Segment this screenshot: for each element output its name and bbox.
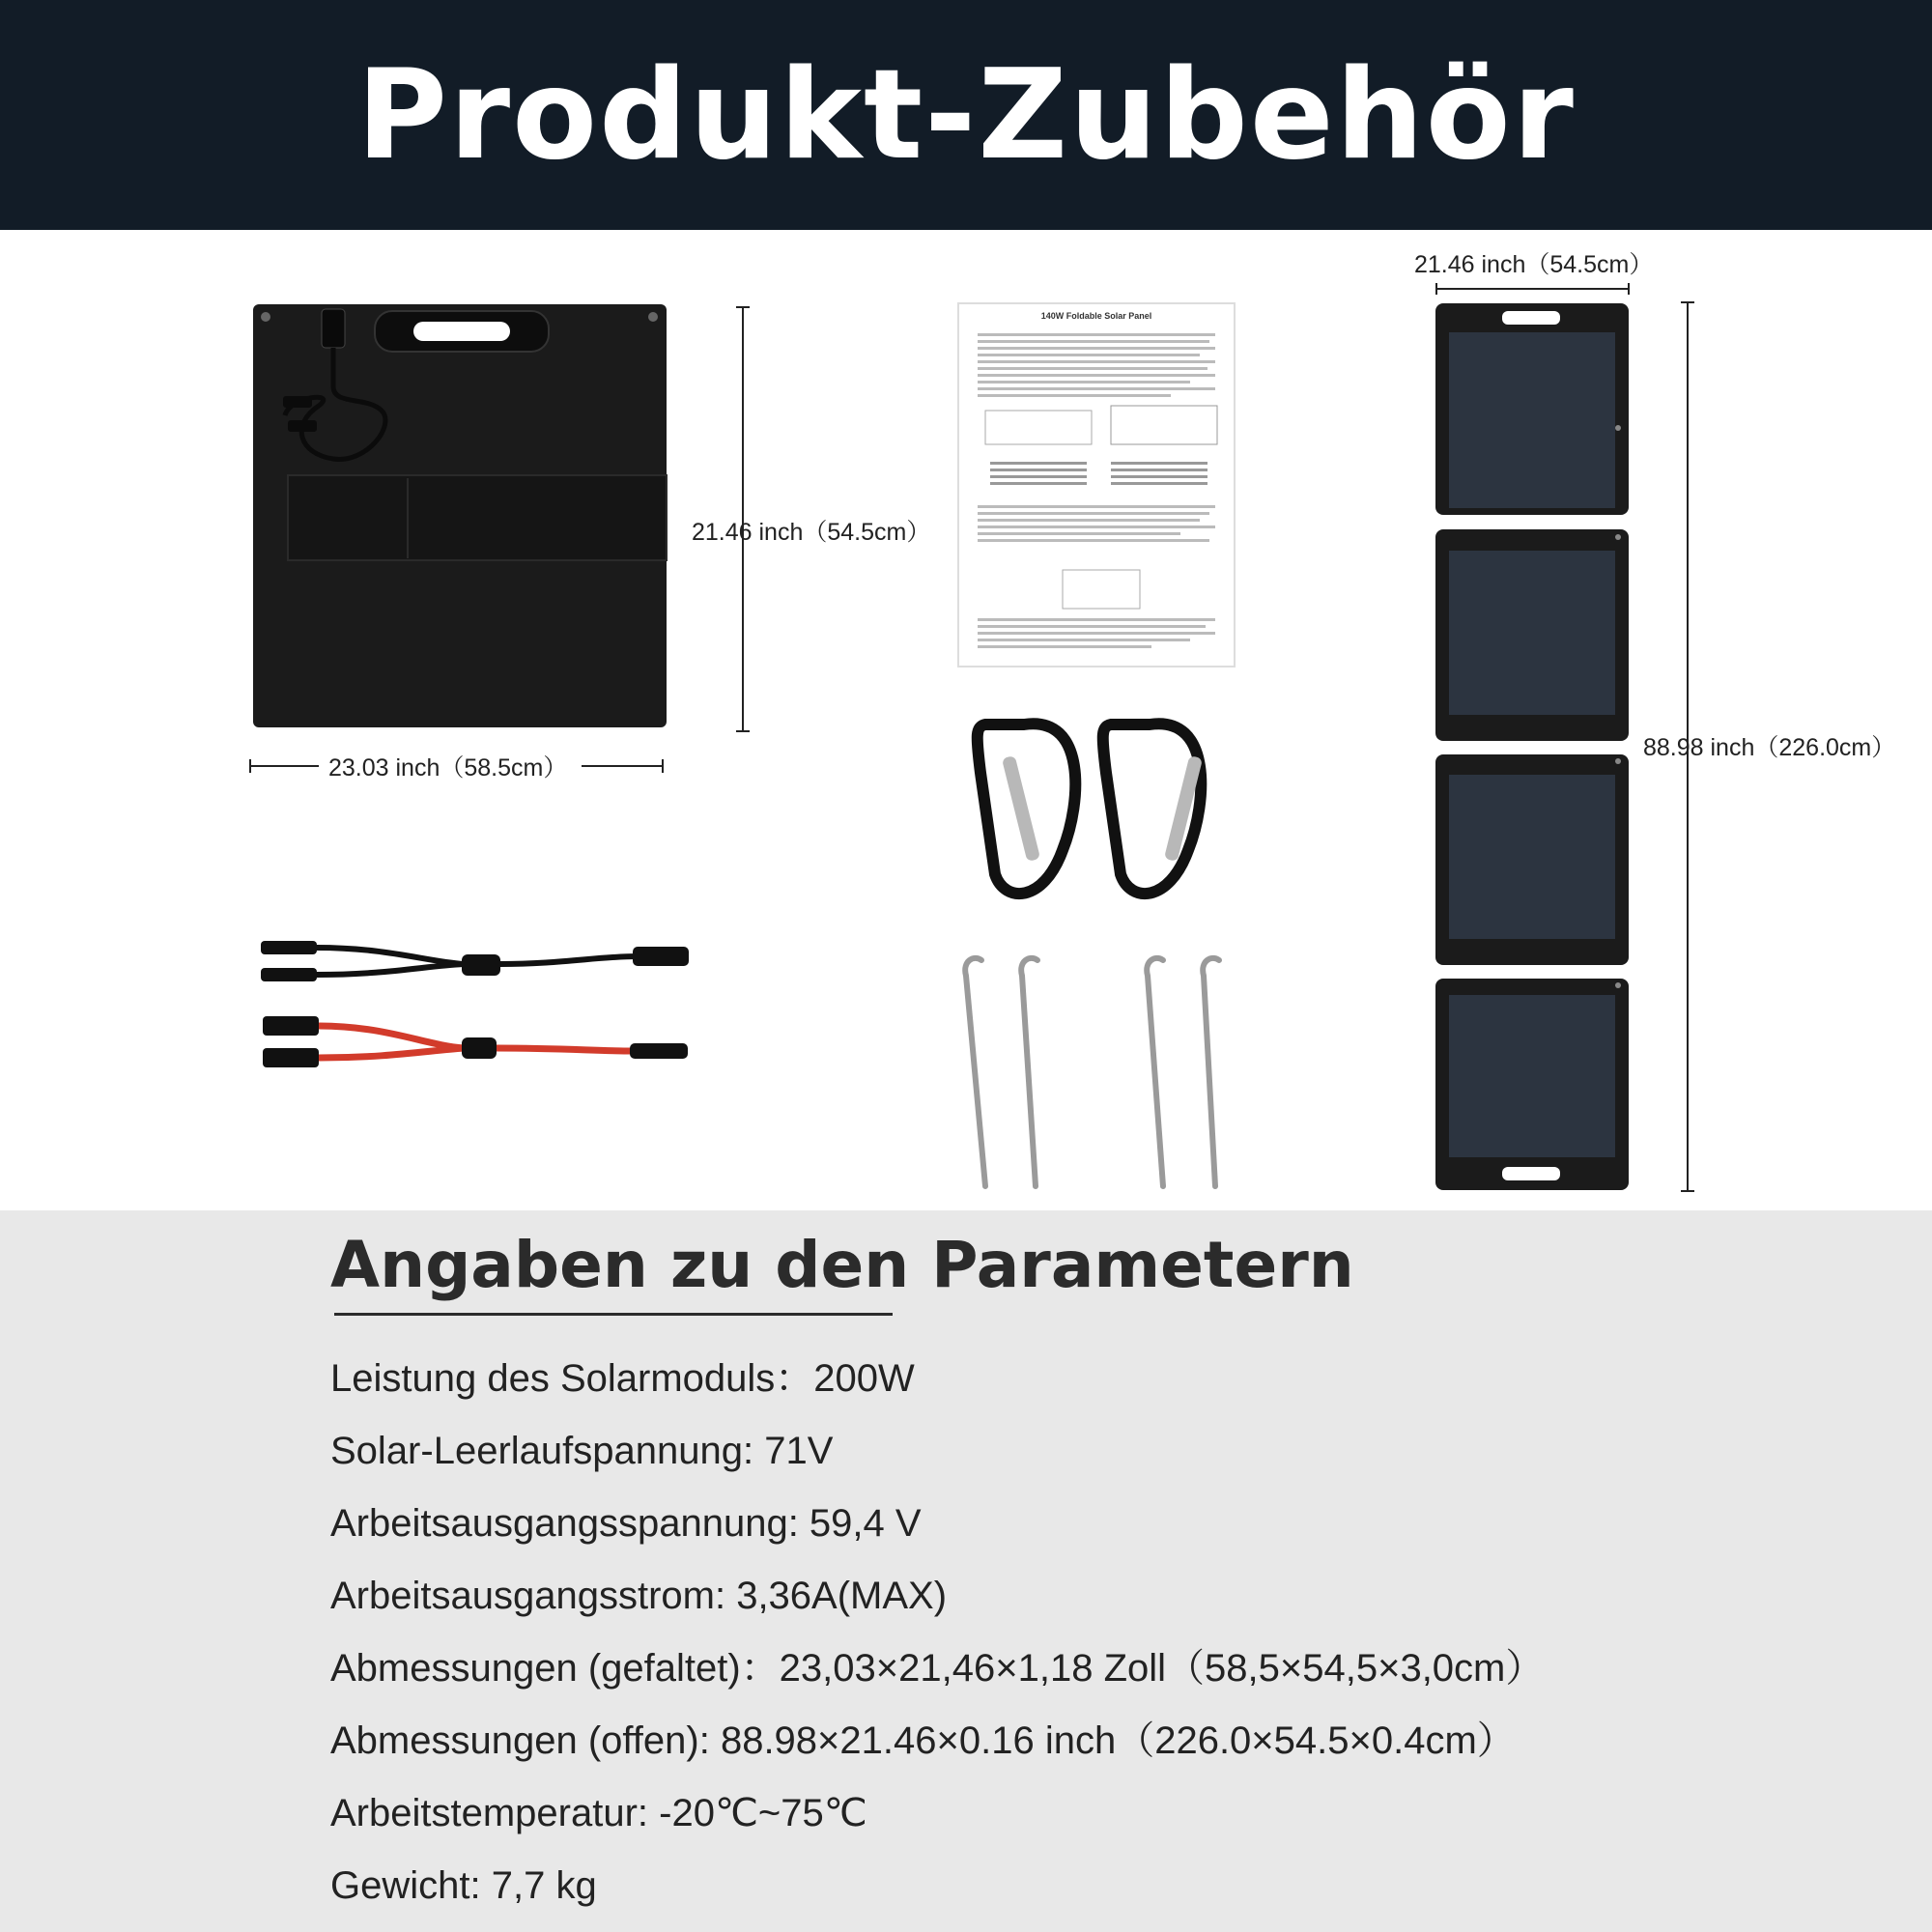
ground-stakes: [965, 958, 1219, 1186]
param-temperature: Arbeitstemperatur: -20℃~75℃: [330, 1792, 867, 1834]
title-underline: [334, 1313, 893, 1316]
param-power: Leistung des Solarmoduls：200W: [330, 1357, 915, 1400]
unfolded-solar-panel: [1435, 303, 1629, 1190]
param-weight: Gewicht: 7,7 kg: [330, 1864, 597, 1907]
product-accessories-area: [0, 230, 1932, 1210]
param-output-current: Arbeitsausgangsstrom: 3,36A(MAX): [330, 1575, 948, 1617]
parameters-list: [330, 1350, 1544, 1929]
carabiner-right: [1103, 724, 1203, 894]
folded-width-label: 23.03 inch（58.5cm）: [328, 754, 568, 781]
y-cable-red: [263, 1016, 688, 1067]
folded-solar-panel: [253, 304, 667, 727]
param-folded-dimensions: Abmessungen (gefaltet)：23,03×21,46×1,18 Zoll（58,5×54,5×3,0cm）: [330, 1647, 1545, 1690]
folded-height-label: 21.46 inch（54.5cm）: [692, 519, 931, 546]
header-banner: [0, 0, 1932, 230]
open-height-label: 88.98 inch（226.0cm）: [1643, 734, 1896, 761]
y-cable-black: [261, 941, 689, 981]
parameters-title: Angaben zu den Parametern: [330, 1228, 1354, 1302]
parameters-section: [0, 1210, 1932, 1932]
manual-title: 140W Foldable Solar Panel: [1040, 311, 1152, 321]
param-open-dimensions: Abmessungen (offen): 88.98×21.46×0.16 inch（226.0×54.5×0.4cm）: [330, 1719, 1516, 1762]
param-output-voltage: Arbeitsausgangsspannung: 59,4 V: [330, 1502, 922, 1545]
instruction-manual: [958, 303, 1235, 667]
carabiner-left: [978, 724, 1076, 894]
param-open-circuit-voltage: Solar-Leerlaufspannung: 71V: [330, 1430, 834, 1472]
product-illustrations: [0, 230, 1932, 1210]
page-title: Produkt-Zubehör: [356, 43, 1576, 187]
open-width-label: 21.46 inch（54.5cm）: [1414, 251, 1654, 278]
